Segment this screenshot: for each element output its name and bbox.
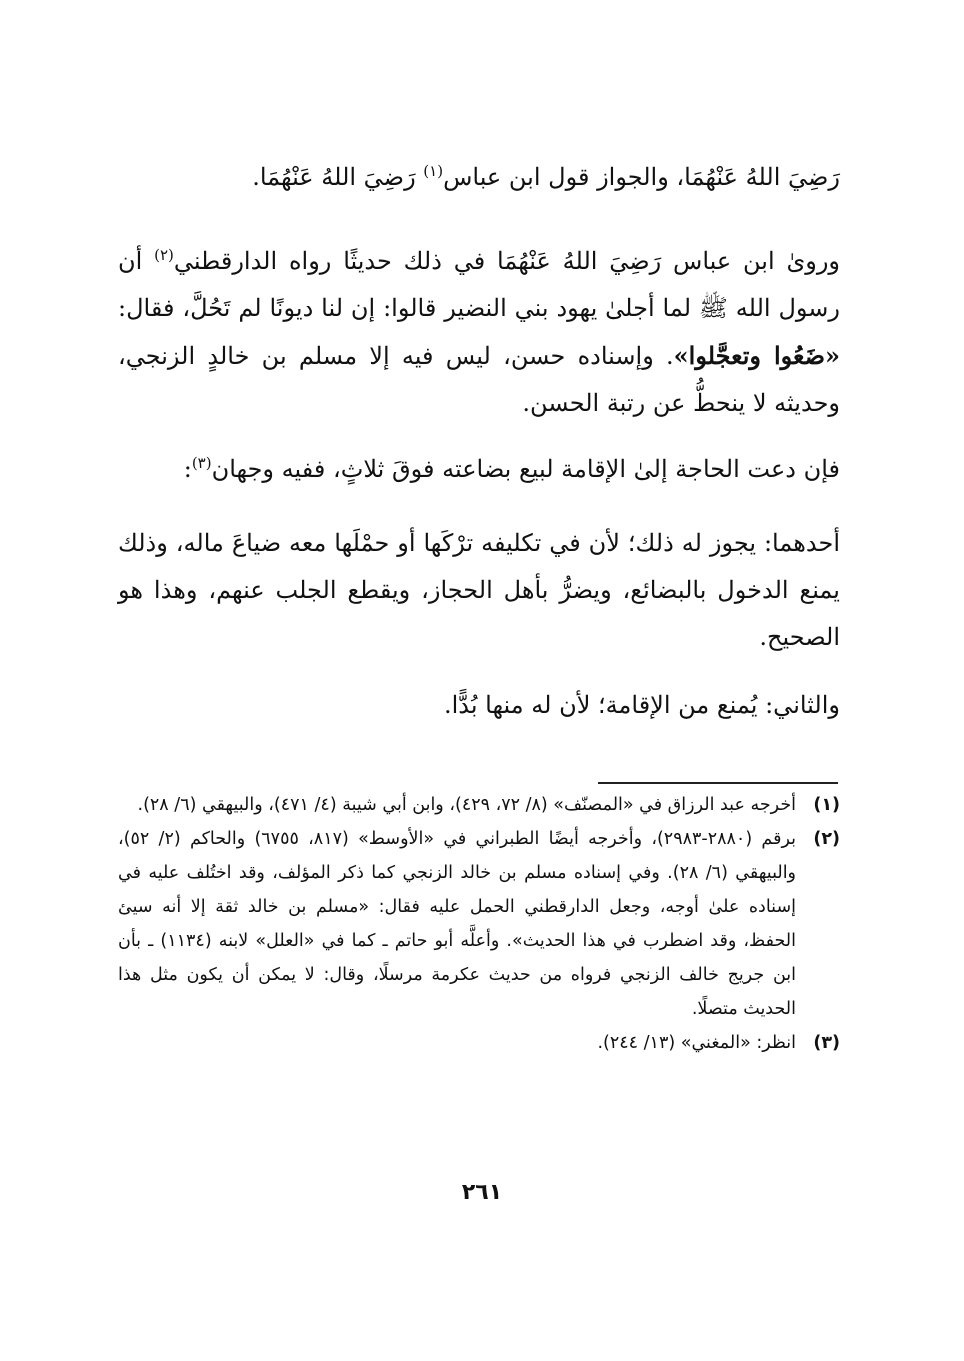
paragraph-1-end: رَضِيَ اللهُ عَنْهُمَا. [252, 163, 416, 191]
footnote-3 [118, 1026, 840, 1060]
footnote-number: (٢) [813, 829, 840, 849]
footnote-text: انظر: «المغني» (١٣/ ٢٤٤). [597, 1033, 796, 1053]
paragraph-4 [118, 520, 840, 661]
footnotes-section [118, 788, 840, 1060]
paragraph-1-text: رَضِيَ اللهُ عَنْهُمَا، والجواز قول ابن عباس [443, 163, 840, 191]
paragraph-2 [118, 238, 840, 427]
paragraph-3-text: فإن دعت الحاجة إلىٰ الإقامة لبيع بضاعته فوقَ ثلاثٍ، ففيه وجهان [211, 455, 840, 483]
paragraph-1 [118, 154, 840, 201]
paragraph-4-text: أحدهما: يجوز له ذلك؛ لأن في تكليفه ترْكَها أو حمْلَها معه ضياعَ ماله، وذلك يمنع الدخول بالبضائع، ويضرُّ بأهل الحجاز، ويقطع الجلب عنهم، وهذا هو الصحيح. [118, 529, 840, 651]
paragraph-5 [118, 682, 840, 729]
footnote-number: (١) [813, 795, 840, 815]
footnote-ref-2[interactable]: (٢) [154, 246, 174, 264]
paragraph-3 [118, 446, 840, 493]
footnote-1 [118, 788, 840, 822]
footnote-divider [598, 782, 838, 784]
footnote-number: (٣) [813, 1033, 840, 1053]
paragraph-2-text-a: وروىٰ ابن عباس رَضِيَ اللهُ عَنْهُمَا في ذلك حديثًا رواه الدارقطني [173, 247, 840, 275]
paragraph-5-text: والثاني: يُمنع من الإقامة؛ لأن له منها بُدًّا. [443, 691, 840, 719]
footnote-ref-3[interactable]: (٣) [191, 454, 212, 472]
paragraph-3-end: : [183, 455, 192, 483]
hadith-quote: «ضَعُوا وتعجَّلوا» [673, 341, 840, 370]
paragraph-2-text-b: أن رسول الله ﷺ لما أجلىٰ يهود بني النضير قالوا: إن لنا ديونًا لم تَحُلَّ، فقال: [118, 247, 840, 322]
footnote-text: أخرجه عبد الرزاق في «المصنّف» (٨/ ٧٢، ٤٢٩)، وابن أبي شيبة (٤/ ٤٧١)، والبيهقي (٦/ ٢٨). [137, 795, 796, 815]
page-number: ٢٦١ [461, 1180, 503, 1205]
paragraph-2-text-c: . وإسناده حسن، ليس فيه إلا مسلم بن خالدٍ الزنجي، وحديثه لا ينحطُّ عن رتبة الحسن. [118, 342, 840, 417]
footnote-ref-1[interactable]: (١) [423, 162, 444, 180]
footnote-2 [118, 822, 840, 1026]
footnote-text: برقم (٢٨٨٠-٢٩٨٣)، وأخرجه أيضًا الطبراني في «الأوسط» (٨١٧، ٦٧٥٥) والحاكم (٢/ ٥٢)، والبيهقي (٦/ ٢٨). وفي إسناده مسلم بن خالد الزنجي كما ذكر المؤلف، وقد اختُلف عليه في إسناده علىٰ أوجه، وجعل الدارقطني الحمل عليه فقال: «مسلم بن خالد ثقة إلا أنه سيئ الحفظ، وقد اضطرب في هذا الحديث». وأعلَّه أبو حاتم ـ كما في «العلل» لابنه (١١٣٤) ـ بأن ابن جريج خالف الزنجي فرواه من حديث عكرمة مرسلًا، وقال: لا يمكن أن يكون مثل هذا الحديث متصلًا. [118, 829, 797, 1019]
